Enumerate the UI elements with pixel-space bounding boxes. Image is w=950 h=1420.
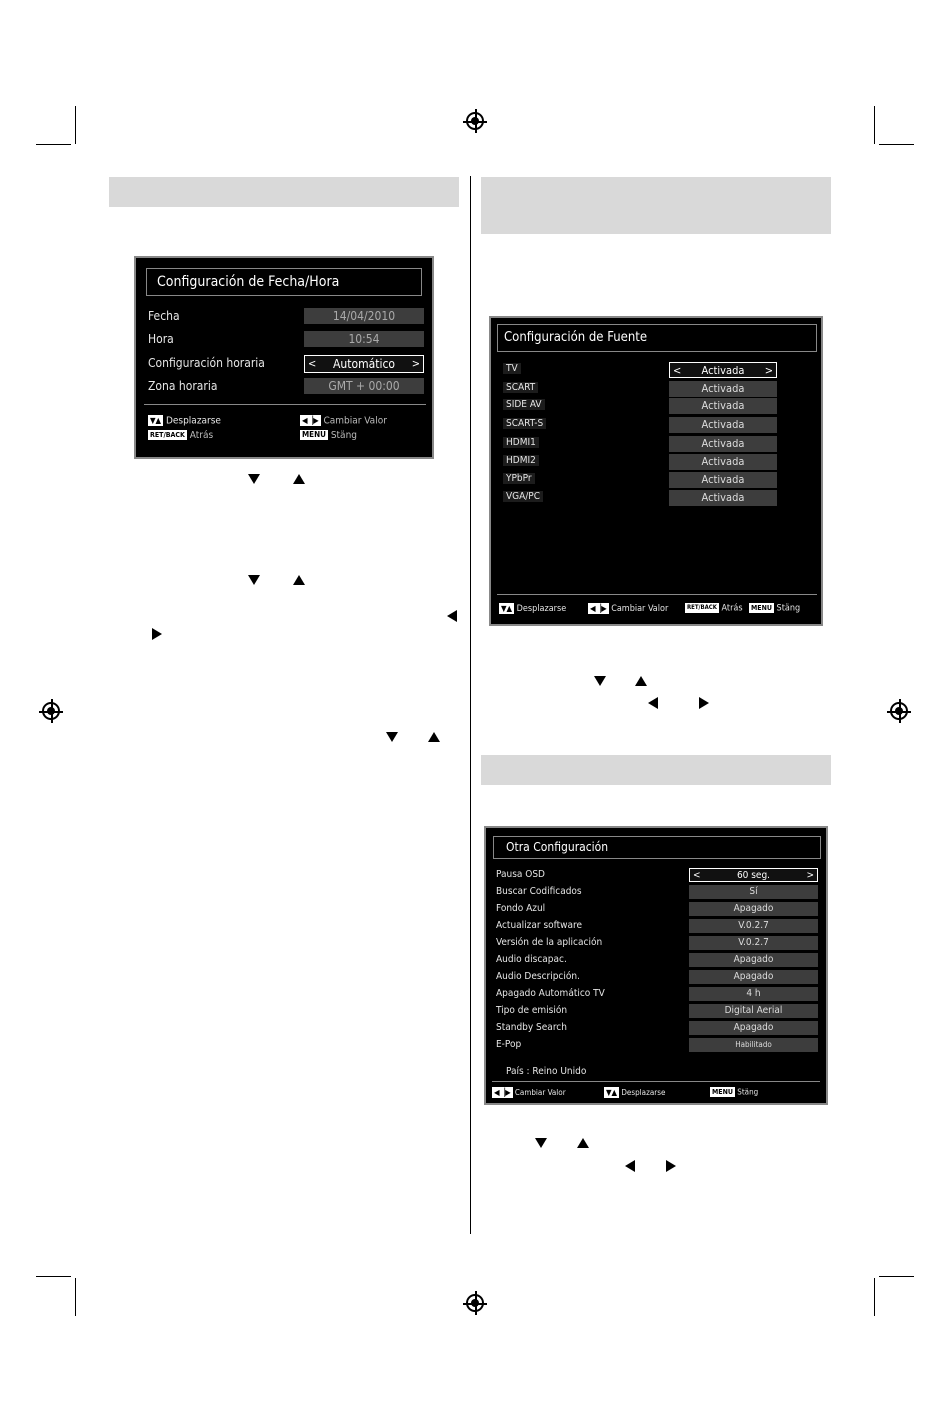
setting-row-label: Apagado Automático TV xyxy=(496,988,605,999)
footer-change-value: ◀▕▶ Cambiar Valor xyxy=(590,604,669,614)
row-label-timezone: Zona horaria xyxy=(148,379,218,393)
section-header-bar xyxy=(109,177,459,207)
setting-row-value[interactable]: < 60 seg. > xyxy=(689,868,818,882)
setting-row-label: Tipo de emisión xyxy=(496,1005,568,1016)
setting-row-value[interactable]: Habilitado xyxy=(689,1038,818,1052)
down-up-arrows-icon: ▼▲ xyxy=(501,604,513,613)
time-setting-value: Automático xyxy=(333,357,395,371)
screen-title: Configuración de Fecha/Hora xyxy=(157,274,340,290)
source-row-value[interactable]: Activada xyxy=(669,472,777,488)
source-row-label: SCART-S xyxy=(503,418,546,429)
ret-back-key-icon: RET/BACK xyxy=(150,431,185,439)
screen-title-box xyxy=(497,324,817,352)
source-row-value[interactable]: < Activada > xyxy=(669,362,777,378)
right-arrow-icon xyxy=(666,1160,676,1172)
left-right-arrows-icon: ◀▕▶ xyxy=(494,1088,511,1097)
crop-mark xyxy=(874,106,875,144)
footer-change-value: ◀▕▶ Cambiar Valor xyxy=(302,415,387,427)
setting-row-value[interactable]: Apagado xyxy=(689,902,818,916)
chevron-left-icon[interactable]: < xyxy=(673,364,682,377)
footer-navigate: ▼▲ Desplazarse xyxy=(606,1088,666,1097)
footer-back: RET/BACK Atrás xyxy=(150,430,214,441)
registration-mark-icon xyxy=(42,702,60,720)
setting-row-value[interactable]: 4 h xyxy=(689,987,818,1001)
source-row-value[interactable]: Activada xyxy=(669,398,777,414)
screen-title-box xyxy=(493,836,821,859)
source-row-label: YPbPr xyxy=(503,473,535,484)
screen-title: Configuración de Fuente xyxy=(504,330,648,345)
up-arrow-icon xyxy=(577,1138,589,1148)
date-time-settings-screen xyxy=(134,256,434,459)
section-header-bar xyxy=(481,177,831,234)
row-label-time: Hora xyxy=(148,332,174,346)
down-arrow-icon xyxy=(594,676,606,686)
source-row-value[interactable]: Activada xyxy=(669,436,777,452)
source-row-label: SCART xyxy=(503,382,538,393)
registration-mark-icon xyxy=(890,702,908,720)
chevron-right-icon[interactable]: > xyxy=(411,357,420,370)
setting-row-value[interactable]: Sí xyxy=(689,885,818,899)
setting-row-value[interactable]: V.0.2.7 xyxy=(689,936,818,950)
footer-exit: MENU Stäng xyxy=(751,603,801,614)
down-arrow-icon xyxy=(535,1138,547,1148)
chevron-left-icon[interactable]: < xyxy=(308,357,317,370)
row-value-date[interactable]: 14/04/2010 xyxy=(304,308,424,324)
footer-divider xyxy=(492,1081,820,1082)
down-up-arrows-icon: ▼▲ xyxy=(606,1088,618,1097)
left-right-arrows-icon: ◀▕▶ xyxy=(302,416,319,425)
crop-mark xyxy=(874,1278,875,1316)
source-row-label: HDMI1 xyxy=(503,437,539,448)
crop-mark xyxy=(36,144,71,145)
menu-key-icon: MENU xyxy=(302,430,326,439)
footer-divider xyxy=(144,404,426,405)
source-row-label: SIDE AV xyxy=(503,399,545,410)
source-row-value[interactable]: Activada xyxy=(669,381,777,397)
source-row-label: HDMI2 xyxy=(503,455,539,466)
crop-mark xyxy=(75,106,76,144)
source-settings-screen xyxy=(489,316,823,626)
menu-key-icon: MENU xyxy=(712,1088,733,1096)
section-header-bar xyxy=(481,755,831,785)
chevron-left-icon[interactable]: < xyxy=(693,870,701,881)
setting-row-label: Standby Search xyxy=(496,1022,567,1033)
footer-exit: MENU Stäng xyxy=(302,430,357,441)
setting-row-label: Audio discapac. xyxy=(496,954,567,965)
setting-row-label: Buscar Codificados xyxy=(496,886,582,897)
source-row-value[interactable]: Activada xyxy=(669,454,777,470)
setting-row-label: Actualizar software xyxy=(496,920,583,931)
menu-key-icon: MENU xyxy=(751,604,772,612)
left-arrow-icon xyxy=(447,610,457,622)
footer-exit: MENU Stäng xyxy=(712,1087,759,1097)
chevron-right-icon[interactable]: > xyxy=(764,364,773,377)
row-label-date: Fecha xyxy=(148,309,180,323)
setting-row-value[interactable]: Apagado xyxy=(689,1021,818,1035)
right-arrow-icon xyxy=(152,628,162,640)
setting-row-label: Versión de la aplicación xyxy=(496,937,603,948)
row-label-time-setting: Configuración horaria xyxy=(148,356,265,370)
up-arrow-icon xyxy=(428,732,440,742)
footer-divider xyxy=(497,594,817,595)
right-arrow-icon xyxy=(699,697,709,709)
row-value-timezone[interactable]: GMT + 00:00 xyxy=(304,378,424,394)
down-up-arrows-icon: ▼▲ xyxy=(150,416,162,425)
up-arrow-icon xyxy=(635,676,647,686)
setting-row-value[interactable]: Apagado xyxy=(689,970,818,984)
down-arrow-icon xyxy=(248,575,260,585)
registration-mark-icon xyxy=(466,112,484,130)
registration-mark-icon xyxy=(466,1294,484,1312)
setting-row-label: Fondo Azul xyxy=(496,903,546,914)
left-arrow-icon xyxy=(648,697,658,709)
footer-navigate: ▼▲ Desplazarse xyxy=(501,604,567,614)
ret-back-key-icon: RET/BACK xyxy=(687,604,717,611)
crop-mark xyxy=(879,1276,914,1277)
country-label: País : Reino Unido xyxy=(506,1066,587,1077)
setting-row-label: Audio Descripción. xyxy=(496,971,580,982)
left-right-arrows-icon: ◀▕▶ xyxy=(590,604,607,613)
source-row-label: VGA/PC xyxy=(503,491,543,502)
source-row-value[interactable]: Activada xyxy=(669,417,777,433)
other-settings-screen xyxy=(484,826,828,1105)
up-arrow-icon xyxy=(293,474,305,484)
source-row-value[interactable]: Activada xyxy=(669,490,777,506)
screen-title: Otra Configuración xyxy=(506,840,609,854)
setting-row-value[interactable]: Apagado xyxy=(689,953,818,967)
row-value-time-setting[interactable] xyxy=(304,355,424,373)
crop-mark xyxy=(36,1276,71,1277)
footer-navigate: ▼▲ Desplazarse xyxy=(150,415,221,427)
setting-row-value[interactable]: V.0.2.7 xyxy=(689,919,818,933)
setting-row-label: E-Pop xyxy=(496,1039,522,1050)
source-row-label: TV xyxy=(503,363,521,374)
footer-back: RET/BACK Atrás xyxy=(687,603,743,614)
down-arrow-icon xyxy=(248,474,260,484)
screen-title-box xyxy=(146,268,422,296)
footer-change-value: ◀▕▶ Cambiar Valor xyxy=(494,1088,566,1097)
left-arrow-icon xyxy=(625,1160,635,1172)
crop-mark xyxy=(879,144,914,145)
crop-mark xyxy=(75,1278,76,1316)
row-value-time[interactable]: 10:54 xyxy=(304,331,424,347)
down-arrow-icon xyxy=(386,732,398,742)
setting-row-value[interactable]: Digital Aerial xyxy=(689,1004,818,1018)
column-divider xyxy=(470,176,471,1234)
chevron-right-icon[interactable]: > xyxy=(806,870,814,881)
setting-row-label: Pausa OSD xyxy=(496,869,545,880)
up-arrow-icon xyxy=(293,575,305,585)
